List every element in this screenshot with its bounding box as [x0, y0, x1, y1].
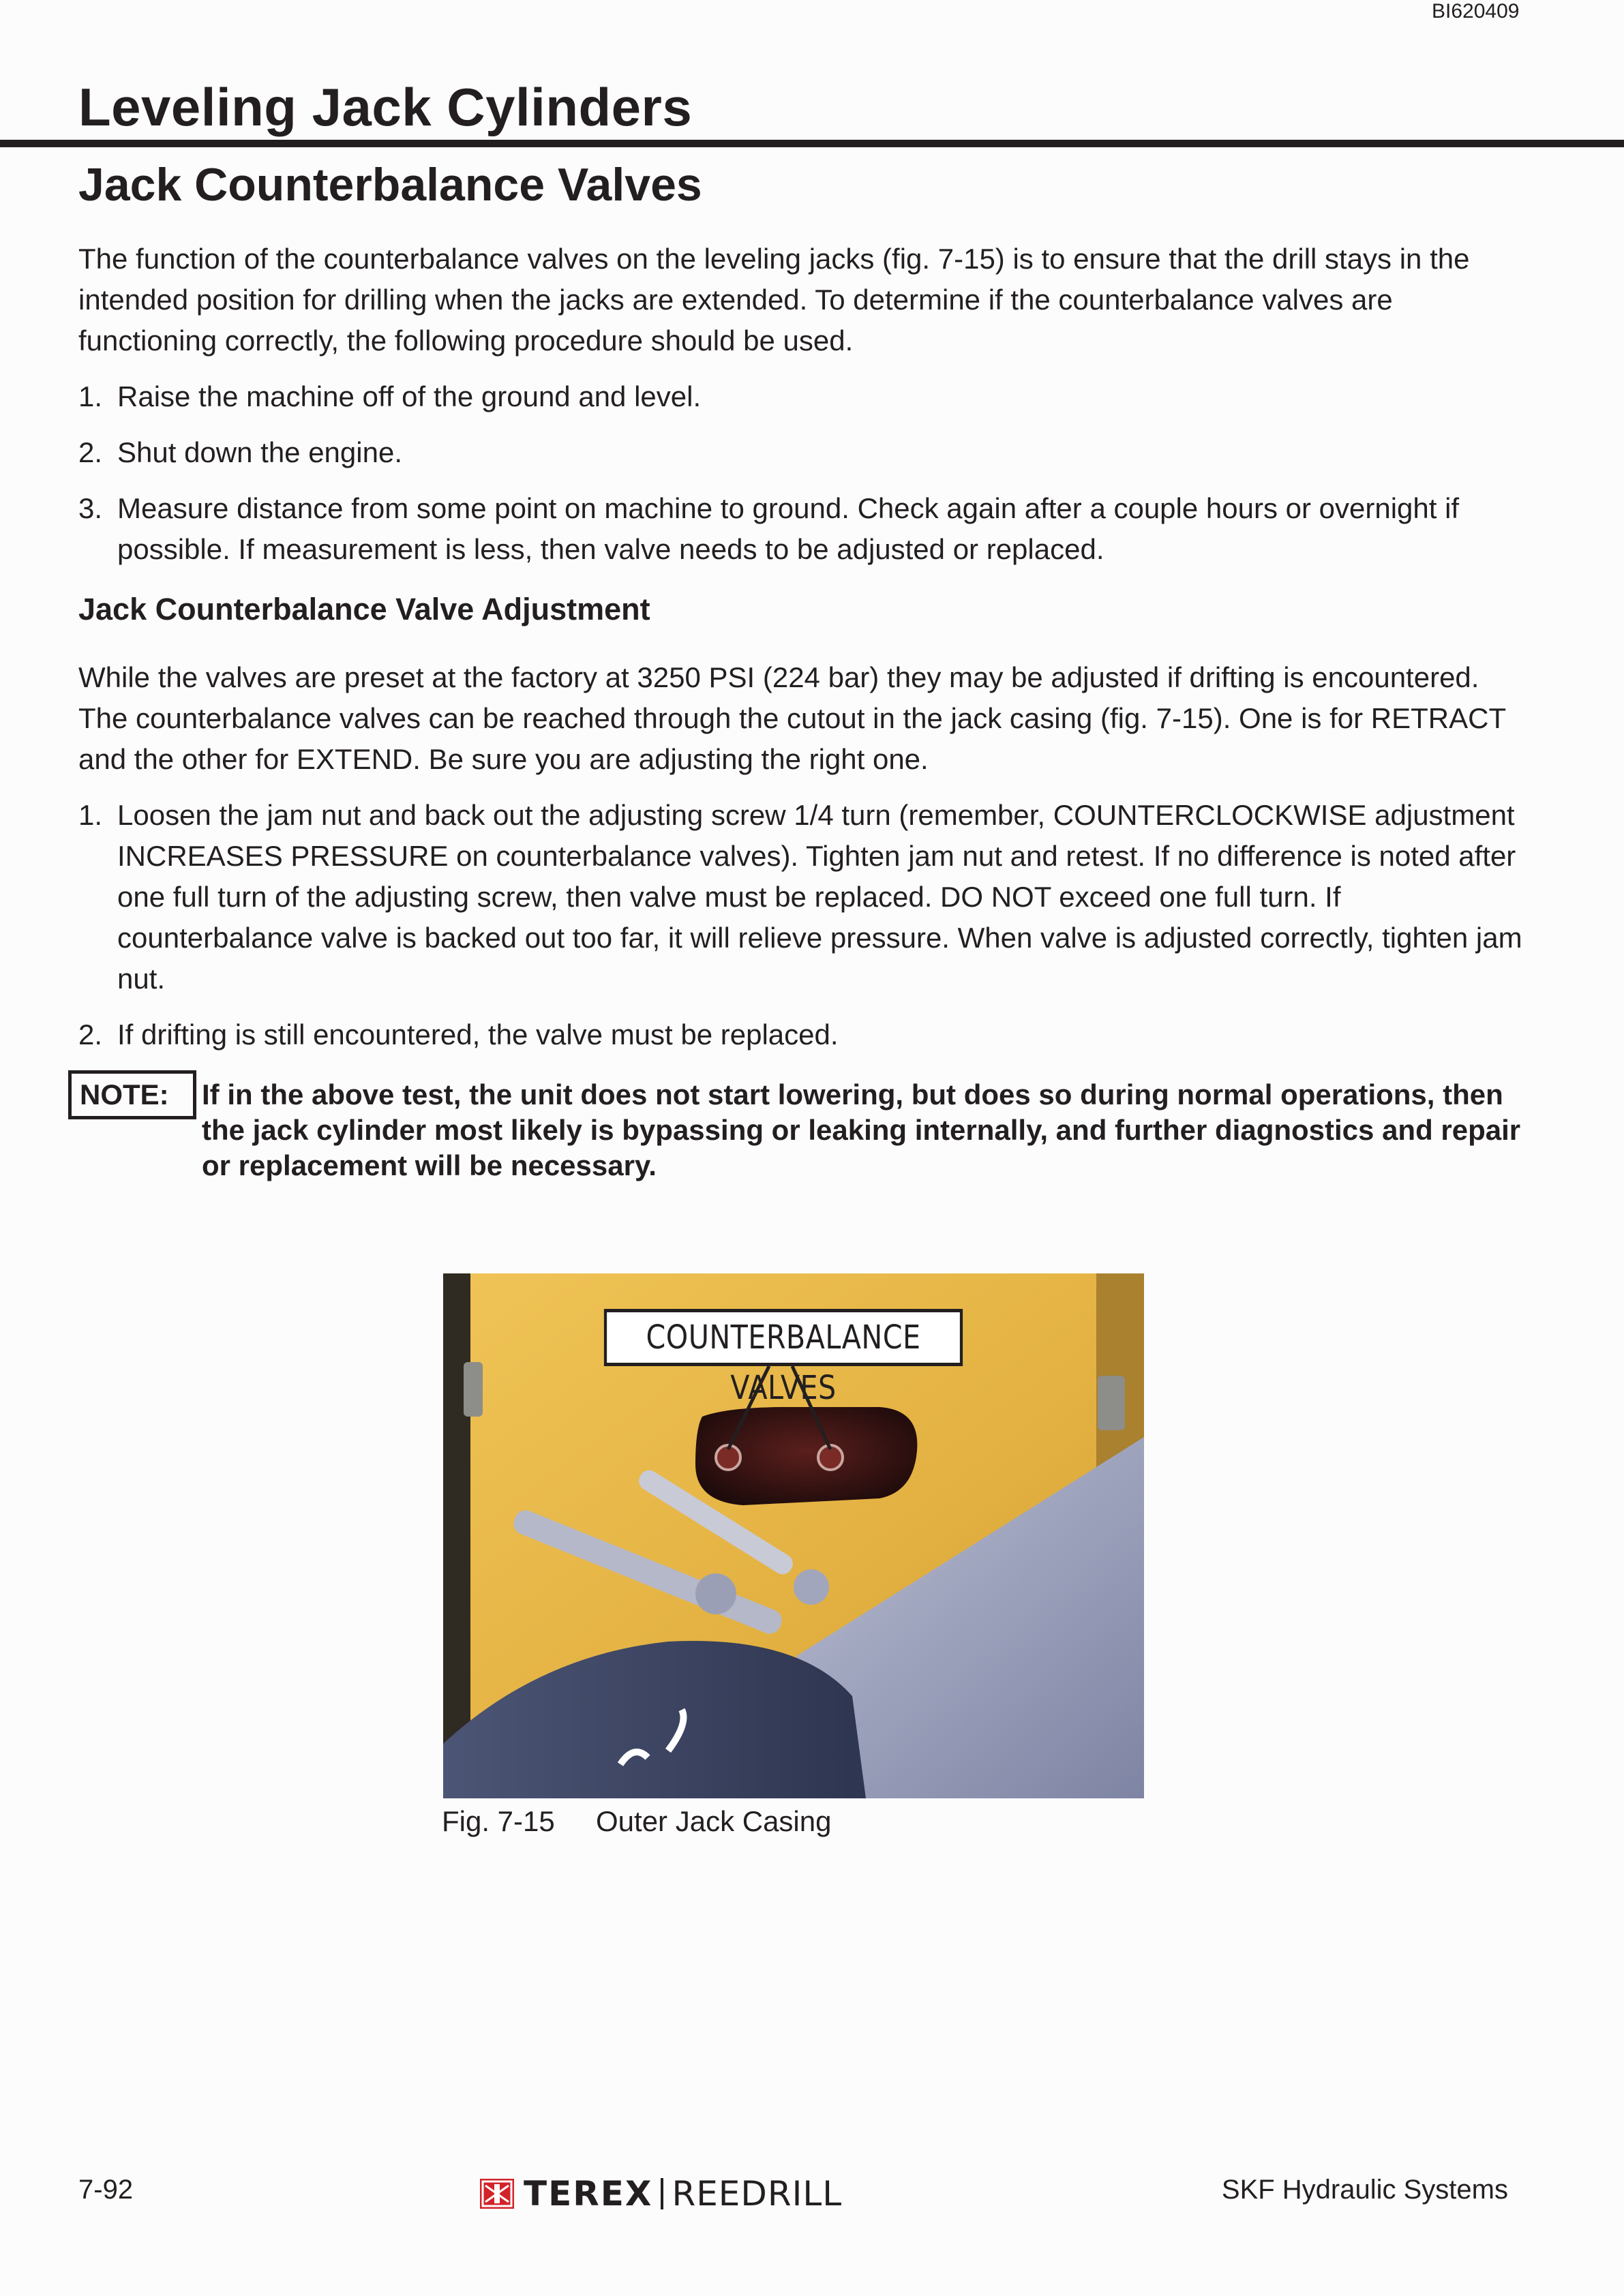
figure-callout-label: COUNTERBALANCE VALVES [604, 1309, 963, 1366]
figure-outer-jack-casing [443, 1273, 1144, 1798]
step-text: Raise the machine off of the ground and level. [117, 380, 702, 412]
adjust-intro-block [78, 657, 1524, 780]
check-steps [78, 376, 1524, 570]
figure-caption-text: Outer Jack Casing [596, 1805, 832, 1837]
adjust-steps [78, 795, 1524, 1055]
left-frame [443, 1273, 470, 1798]
adjust-intro-paragraph: While the valves are preset at the factory at 3250 PSI (224 bar) they may be adjusted if drifting is encountered. The counterbalance valves can be reached through the cutout in the jack casing (fig. 7-15). One is for RETRACT and the other for EXTEND. Be sure you are adjusting the right one. [78, 661, 1506, 775]
step-text: Measure distance from some point on machine to ground. Check again after a couple hours or overnight if possible. If measurement is less, then valve needs to be adjusted or replaced. [117, 492, 1460, 565]
intro-paragraph: The function of the counterbalance valves on the leveling jacks (fig. 7-15) is to ensure that the drill stays in the intended position for drilling when the jacks are extended. To determine if the counterbalance valves are functioning correctly, the following procedure should be used. [78, 243, 1470, 357]
jam-nut-icon [695, 1573, 736, 1614]
document-id: BI620409 [1432, 0, 1520, 22]
step-number: 2. [78, 436, 103, 468]
list-item [78, 376, 1524, 417]
step-number: 1. [78, 799, 103, 831]
list-item [78, 1014, 1524, 1055]
terex-emblem-icon [480, 2179, 514, 2209]
step-text: Shut down the engine. [117, 436, 402, 468]
step-text: If drifting is still encountered, the valve must be replaced. [117, 1018, 839, 1051]
step-text: Loosen the jam nut and back out the adjusting screw 1/4 turn (remember, COUNTERCLOCKWISE adjustment INCREASES PRESSURE on counterbalance valves). Tighten jam nut and retest. If no difference is noted after one full turn of the adjusting screw, then valve must be replaced. DO NOT exceed one full turn. If counterbalance valve is backed out too far, it will relieve pressure. When valve is adjusted correctly, tighten jam nut. [117, 799, 1522, 995]
step-number: 3. [78, 492, 103, 524]
subsection-title: Jack Counterbalance Valve Adjustment [78, 592, 650, 626]
left-bolt [464, 1362, 483, 1417]
list-item [78, 795, 1524, 999]
section-title: Jack Counterbalance Valves [78, 159, 702, 211]
intro-block [78, 239, 1524, 361]
fitting-icon [794, 1569, 829, 1605]
step-number: 1. [78, 380, 103, 412]
brand-terex: TEREX [524, 2174, 653, 2214]
step-number: 2. [78, 1018, 103, 1051]
note-label: NOTE: [68, 1070, 196, 1119]
list-item [78, 488, 1524, 570]
page-number: 7-92 [78, 2175, 134, 2205]
brand-logo [480, 2173, 842, 2214]
figure-caption [442, 1805, 831, 1838]
right-bolt [1098, 1376, 1125, 1430]
title-rule [0, 140, 1624, 147]
figure-number: Fig. 7-15 [442, 1805, 555, 1837]
list-item [78, 432, 1524, 473]
brand-reedrill: REEDRILL [672, 2174, 843, 2214]
note-text: If in the above test, the unit does not start lowering, but does so during normal operations, then the jack cylinder most likely is bypassing or leaking internally, and further diagnostics and repair or replacement will be necessary. [202, 1078, 1521, 1181]
brand-separator [661, 2178, 663, 2209]
footer-section-name: SKF Hydraulic Systems [1221, 2175, 1508, 2205]
page-title: Leveling Jack Cylinders [78, 77, 693, 137]
